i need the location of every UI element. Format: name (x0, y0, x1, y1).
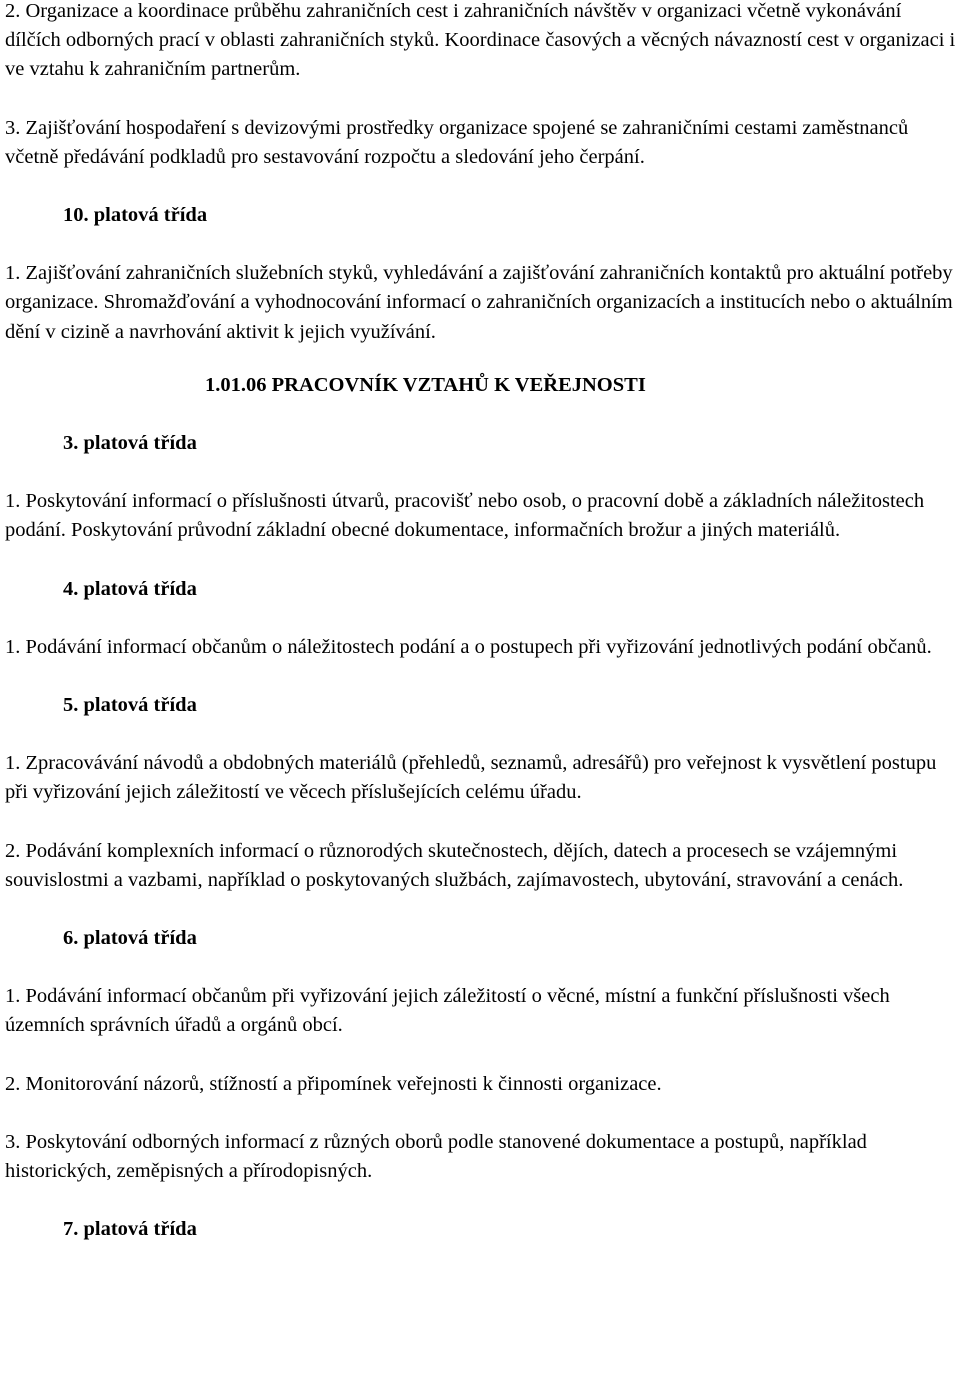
heading-pay-class-3: 3. platová třída (63, 432, 197, 455)
paragraph-class4-item-1: 1. Podávání informací občanům o náležitostech podání a o postupech při vyřizování jednotlivých podání občanů. (5, 635, 932, 658)
paragraph-class5-item-2: 2. Podávání komplexních informací o různorodých skutečnostech, dějích, datech a procesech se vzájemnými souvislostmi a vazbami, například o poskytovaných službách, zajímavostech, ubytování, stravování a cenách. (5, 839, 904, 891)
paragraph-class6-item-2: 2. Monitorování názorů, stížností a připomínek veřejnosti k činnosti organizace. (5, 1072, 662, 1095)
paragraph-class5-item-1: 1. Zpracovávání návodů a obdobných materiálů (přehledů, seznamů, adresářů) pro veřejnost k vysvětlení postupu při vyřizování jejich záležitostí ve věcech příslušejících celému úřadu. (5, 752, 937, 804)
heading-pay-class-5: 5. platová třída (63, 694, 197, 717)
paragraph-class3-item-1: 1. Poskytování informací o příslušnosti útvarů, pracovišť nebo osob, o pracovní době a základních náležitostech podání. Poskytování průvodní základní obecné dokumentace, informačních brožur a jiných materiálů. (5, 490, 925, 542)
heading-pay-class-7: 7. platová třída (63, 1218, 197, 1241)
document-page (5, 0, 958, 1244)
section-title-public-relations: 1.01.06 PRACOVNÍK VZTAHŮ K VEŘEJNOSTI (205, 373, 646, 396)
paragraph-item-3-foreign-currency: 3. Zajišťování hospodaření s devizovými prostředky organizace spojené se zahraničními cestami zaměstnanců včetně předávání podkladů pro sestavování rozpočtu a sledování jeho čerpání. (5, 116, 909, 168)
paragraph-item-2-travel-coordination: 2. Organizace a koordinace průběhu zahraničních cest i zahraničních návštěv v organizaci včetně vykonávání dílčích odborných prací v oblasti zahraničních styků. Koordinace časových a věcných návazností cest v organizaci i ve vztahu k zahraničním partnerům. (5, 0, 956, 81)
paragraph-class6-item-3: 3. Poskytování odborných informací z různých oborů podle stanovené dokumentace a postupů, například historických, zeměpisných a přírodopisných. (5, 1130, 867, 1183)
paragraph-class6-item-1: 1. Podávání informací občanům při vyřizování jejich záležitostí o věcné, místní a funkční příslušnosti všech územních správních úřadů a orgánů obcí. (5, 985, 890, 1037)
heading-pay-class-10: 10. platová třída (63, 204, 208, 227)
heading-pay-class-6: 6. platová třída (63, 927, 197, 950)
paragraph-class10-item-1: 1. Zajišťování zahraničních služebních styků, vyhledávání a zajišťování zahraničních kontaktů pro aktuální potřeby organizace. Shromažďování a vyhodnocování informací o zahraničních organizacích a institucích nebo o aktuálním dění v cizině a navrhování aktivit k jejich využívání. (5, 262, 953, 343)
heading-pay-class-4: 4. platová třída (63, 577, 197, 600)
